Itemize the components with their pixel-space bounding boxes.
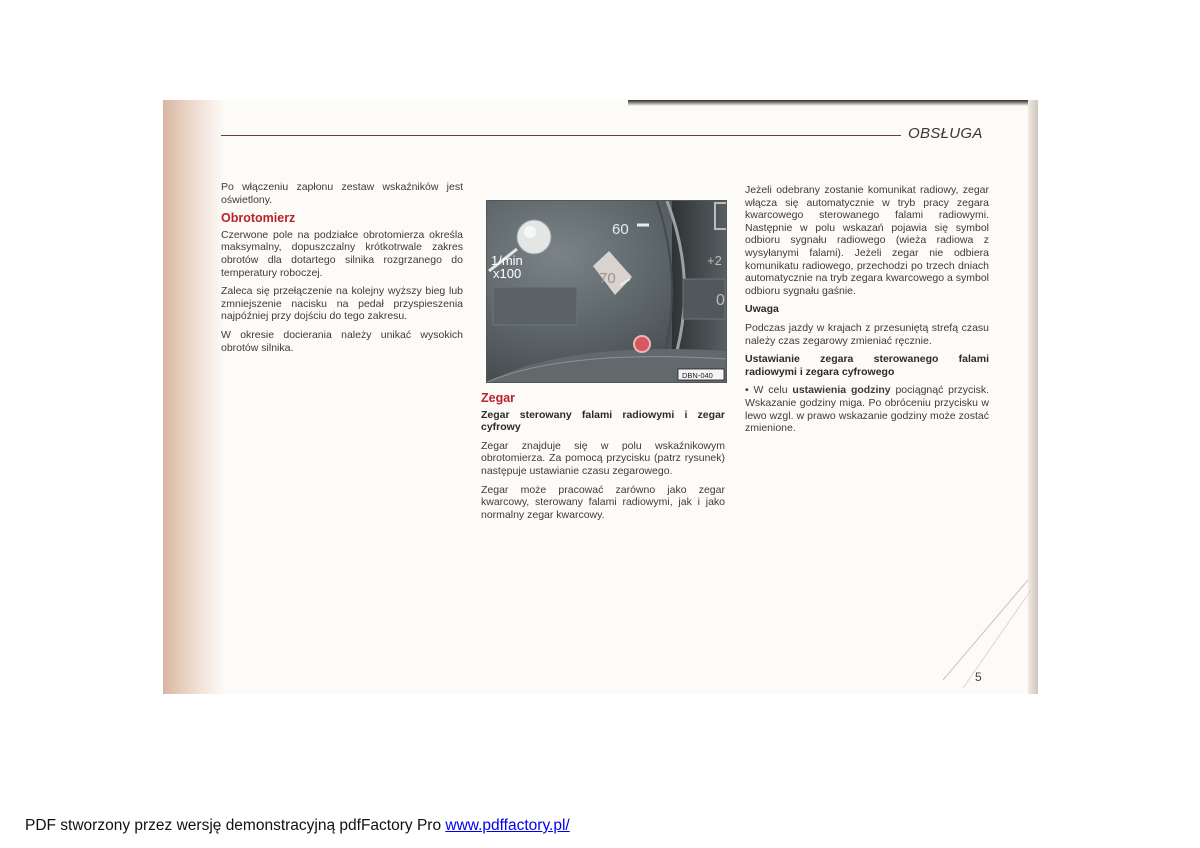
paragraph-red-zone: Czerwone pole na podziałce obrotomierza określa maksymalny, dopuszczalny krótkotrwale zakres obrotów dla dotartego silnika rozgrzanego do temperatury roboczej. (221, 228, 463, 279)
tachometer-photo (486, 200, 727, 383)
paragraph-gear-advice: Zaleca się przełączenie na kolejny wyższy bieg lub zmniejszenie nacisku na pedał przyspieszenia najpóźniej przy dojściu do tego zakresu. (221, 285, 463, 323)
column-right (745, 184, 989, 441)
paragraph-setting-instruction (745, 384, 989, 434)
column-middle (481, 390, 725, 527)
scanned-page (163, 100, 1038, 694)
right-readout-zero: 0 (716, 292, 725, 309)
page-mark: 5 (975, 670, 982, 684)
paragraph-radio-signal: Jeżeli odebrany zostanie komunikat radiowy, zegar włącza się automatycznie w tryb pracy zegara kwarcowego sterowanego falami radiowymi. Następnie w polu wskazań pojawia się symbol odbioru sygnału radiowego (wieża radiowa z wysyłanymi falami). Jeżeli zegar nie odbiera komunikatu radiowego, przechodzi po trzech dniach automatycznie na tryb zegara kwarcowego a symbol odbioru sygnału gaśnie. (745, 184, 989, 297)
figure-code: DBN-040 (682, 371, 713, 380)
digital-display (493, 287, 577, 325)
intro-paragraph: Po włączeniu zapłonu zestaw wskaźników jest oświetlony. (221, 181, 463, 206)
subheading-radio-clock: Zegar sterowany falami radiowymi i zegar cyfrowy (481, 408, 725, 434)
paragraph-uwaga: Podczas jazdy w krajach z przesuniętą strefą czasu należy czas zegarowy zmieniać ręcznie. (745, 321, 989, 347)
heading-obrotomierz: Obrotomierz (221, 211, 296, 226)
right-readout-plus: +2 (707, 253, 722, 268)
heading-setting-clock: Ustawianie zegara sterowanego falami radiowymi i zegara cyfrowego (745, 353, 989, 378)
heading-zegar: Zegar (481, 391, 516, 405)
top-edge-shadow (628, 100, 1038, 106)
page-curl-lines (933, 570, 1033, 690)
setting-text-bold: ustawienia godziny (792, 384, 891, 397)
setting-text-post: pociągnąć przycisk. Wskazanie godziny miga. Po obróceniu przycisku w lewo wzgl. w prawo wskazanie godziny może zostać zmienione. (745, 384, 990, 435)
setting-text-pre: W celu (753, 384, 793, 397)
unit-label-rpm: 1/min (491, 253, 523, 268)
footer-link[interactable]: www.pdffactory.pl/ (445, 817, 570, 834)
header-rule (221, 135, 901, 136)
scale-label-70: 70 (599, 270, 616, 287)
paragraph-break-in: W okresie docierania należy unikać wysokich obrotów silnika. (221, 328, 463, 354)
unit-label-multiplier: x100 (493, 266, 522, 281)
adjustment-knob (634, 336, 650, 352)
footer-text: PDF stworzony przez wersję demonstracyjną pdfFactory Pro (25, 817, 446, 834)
paragraph-clock-location: Zegar znajduje się w polu wskaźnikowym obrotomierza. Za pomocą przycisku (patrz rysunek) następuje ustawianie czasu zegarowego. (481, 439, 725, 477)
section-header-title: OBSŁUGA (908, 125, 983, 142)
heading-uwaga: Uwaga (745, 303, 779, 316)
tachometer-illustration (487, 201, 726, 382)
column-left (221, 181, 463, 360)
bullet-marker: • (745, 384, 749, 397)
scale-label-60: 60 (612, 221, 629, 238)
paragraph-clock-modes: Zegar może pracować zarówno jako zegar kwarcowy, sterowany falami radiowymi, jak i jako normalny zegar kwarcowy. (481, 483, 725, 521)
pdf-footer (25, 817, 570, 835)
page-spine-shadow (163, 100, 225, 694)
